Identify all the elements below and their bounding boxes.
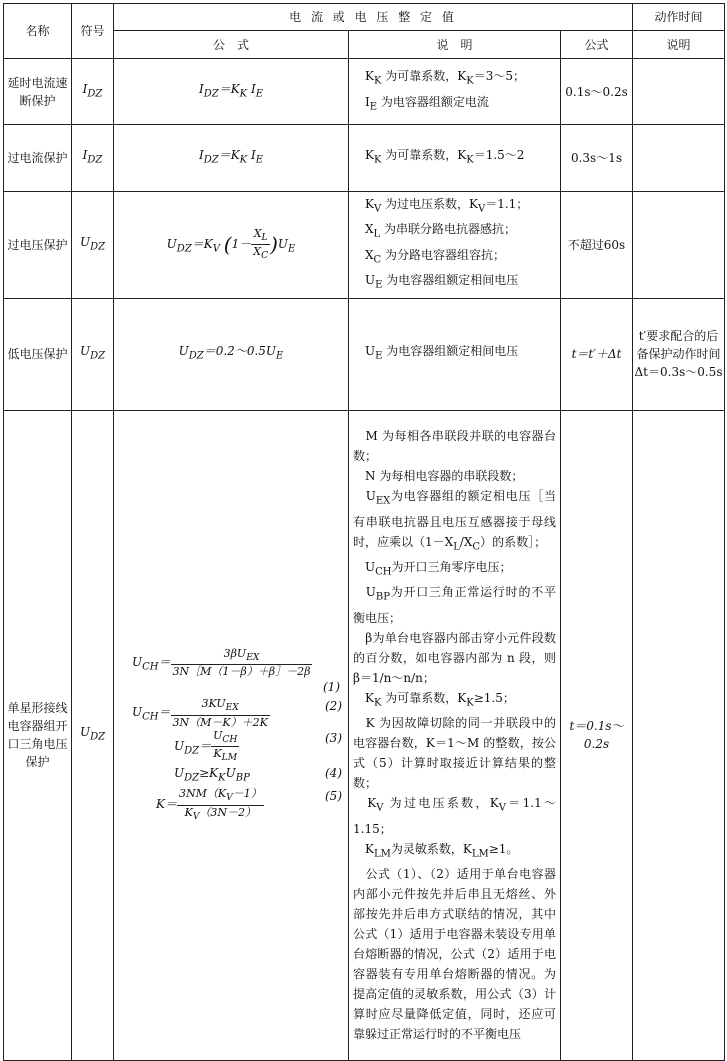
explain-line: $K_K$ 为可靠系数，$K_K\ge 1.5$； bbox=[353, 690, 515, 709]
row-formula: $U_{DZ}=K_V$ (1－ $\frac{X_L}{X_C}$ )$U_E$ bbox=[114, 192, 349, 299]
explain-line: $K_K$ 为可靠系数，$K_K=3\sim 5$； bbox=[353, 69, 525, 87]
row-name: 过电压保护 bbox=[4, 192, 72, 299]
row-symbol: $U_{DZ}$ bbox=[72, 298, 114, 410]
explain-line: $K_V$ 为过电压系数，$K_V=1.1\sim 1.15$； bbox=[353, 796, 557, 836]
row-formula: $U_{DZ}=0.2\sim 0.5U_E$ bbox=[114, 298, 349, 410]
row-time-explain bbox=[633, 125, 725, 192]
row-time-explain bbox=[633, 192, 725, 299]
explain-line: $K_K$ 为可靠系数，$K_K=1.5\sim 2$ bbox=[353, 148, 525, 166]
formula-4: $U_{DZ}\ge K_KU_{BP}$ (4) bbox=[174, 766, 342, 784]
explain-line: $U_{BP}$为开口三角正常运行时的不平衡电压； bbox=[353, 585, 556, 625]
explain-line: $U_E$ 为电容器组额定相间电压 bbox=[353, 273, 519, 291]
header-name: 名称 bbox=[4, 4, 72, 59]
table-row bbox=[4, 59, 725, 125]
explain-line: $K_V$ 为过电压系数，$K_V=1.1$； bbox=[353, 197, 529, 215]
formula-2: $U_{CH}=$ $\frac{3KU_{EX}}{3N(M-K)+2K}$ (2) bbox=[132, 697, 342, 729]
row-formula: $I_{DZ}=K_K$ $I_E$ bbox=[114, 59, 349, 125]
formula-1: $U_{CH}=$ $\frac{3\beta U_{EX}}{3N[M(1-\beta)+\beta]-2\beta}$ bbox=[132, 647, 311, 679]
row-symbol: $I_{DZ}$ bbox=[72, 125, 114, 192]
header-formula: 公 式 bbox=[114, 31, 349, 59]
header-explain: 说 明 bbox=[349, 31, 561, 59]
table-row bbox=[4, 298, 725, 410]
row-formula: $I_{DZ}=K_K$ $I_E$ bbox=[114, 125, 349, 192]
header-action-time: 动作时间 bbox=[633, 4, 725, 31]
header-setting-title: 电 流 或 电 压 整 定 值 bbox=[114, 4, 633, 31]
row-time-formula: 0.3s～1s bbox=[561, 125, 633, 192]
row-symbol: $U_{DZ}$ bbox=[72, 192, 114, 299]
row-name: 过电流保护 bbox=[4, 125, 72, 192]
row-symbol: $I_{DZ}$ bbox=[72, 59, 114, 125]
row-time-formula: t＝0.1s～0.2s bbox=[561, 410, 633, 1060]
row-time-formula: 不超过60s bbox=[561, 192, 633, 299]
row-time-formula: t＝t′＋Δt bbox=[561, 298, 633, 410]
row-explain bbox=[349, 298, 561, 410]
header-time-formula: 公式 bbox=[561, 31, 633, 59]
header-symbol: 符号 bbox=[72, 4, 114, 59]
formula-5: K＝ $\frac{3NM(K_V-1)}{K_V(3N-2)}$ (5) bbox=[156, 787, 342, 822]
explain-line: $U_{CH}$为开口三角零序电压； bbox=[353, 559, 512, 578]
header-time-explain: 说明 bbox=[633, 31, 725, 59]
row-time-explain bbox=[633, 59, 725, 125]
row-name: 单星形接线电容器组开口三角电压保护 bbox=[4, 410, 72, 1060]
row-time-explain: t′要求配合的后备保护动作时间Δt＝0.3s～0.5s bbox=[633, 298, 725, 410]
explain-line: $U_E$ 为电容器组额定相间电压 bbox=[353, 344, 519, 362]
explain-line: M 为每相各串联段并联的电容器台数； bbox=[353, 429, 556, 464]
explain-line: $U_{EX}$为电容器组的额定相电压［当有串联电抗器且电压互感器接于母线时，应乘以$(1-X_L/X_C)$的系数］； bbox=[353, 489, 556, 552]
formula-3: $U_{DZ}=$ $\frac{U_{CH}}{K_{LM}}$ (3) bbox=[174, 728, 342, 764]
row-name: 延时电流速断保护 bbox=[4, 59, 72, 125]
row-formula-group: $U_{CH}=$ $\frac{3\beta U_{EX}}{3N[M(1-\beta)+\beta]-2\beta}$ (1) $U_{CH}=$ $\frac{3KU_{EX}}{3N(M-K)+2K}$ (2) $U_{DZ}=$ $\frac{U_{CH}}{K_{LM}}$ (3) $U_{DZ}\ge K_KU_{BP}$ (4) K＝ $\frac{3NM(K_V-1)}{K_V(3N-2)}$ (5) bbox=[114, 410, 349, 1060]
explain-line: $X_L$ 为串联分路电抗器感抗； bbox=[353, 222, 517, 240]
explain-line: N 为每相电容器的串联段数； bbox=[353, 469, 524, 484]
explain-line: $K_{LM}$为灵敏系数，$K_{LM}\ge 1$。 bbox=[353, 841, 519, 859]
row-explain bbox=[349, 410, 561, 1060]
explain-line: K 为因故障切除的同一并联段中的电容器台数，K＝1～M 的整数，按公式（5）计算时取接近计算结果的整数； bbox=[353, 716, 556, 791]
row-explain bbox=[349, 59, 561, 125]
row-symbol: $U_{DZ}$ bbox=[72, 410, 114, 1060]
protection-setting-table bbox=[3, 3, 725, 1061]
table-row bbox=[4, 125, 725, 192]
row-explain bbox=[349, 192, 561, 299]
explain-line: β为单台电容器内部击穿小元件段数的百分数，如电容器内部为 n 段，则 β＝1/n～n/n； bbox=[353, 630, 556, 685]
table-row bbox=[4, 410, 725, 1060]
explain-line: $X_C$ 为分路电容器组容抗； bbox=[353, 247, 506, 266]
explain-line: $I_E$ 为电容器组额定电流 bbox=[353, 94, 489, 112]
table-row bbox=[4, 192, 725, 299]
explain-line: 公式（1）、（2）适用于单台电容器内部小元件按先并后串且无熔丝、外部按先并后串方式联结的情况，其中公式（1）适用于电容器未装设专用单台熔断器的情况，公式（2）适用于电容器装有专用单台熔断器的情况。为提高定值的灵敏系数，用公式（3）计算时应尽量降低定值，同时，还应可靠躲过正常运行时的不平衡电压 bbox=[353, 866, 556, 1041]
row-name: 低电压保护 bbox=[4, 298, 72, 410]
row-time-explain bbox=[633, 410, 725, 1060]
row-explain bbox=[349, 125, 561, 192]
row-time-formula: 0.1s～0.2s bbox=[561, 59, 633, 125]
